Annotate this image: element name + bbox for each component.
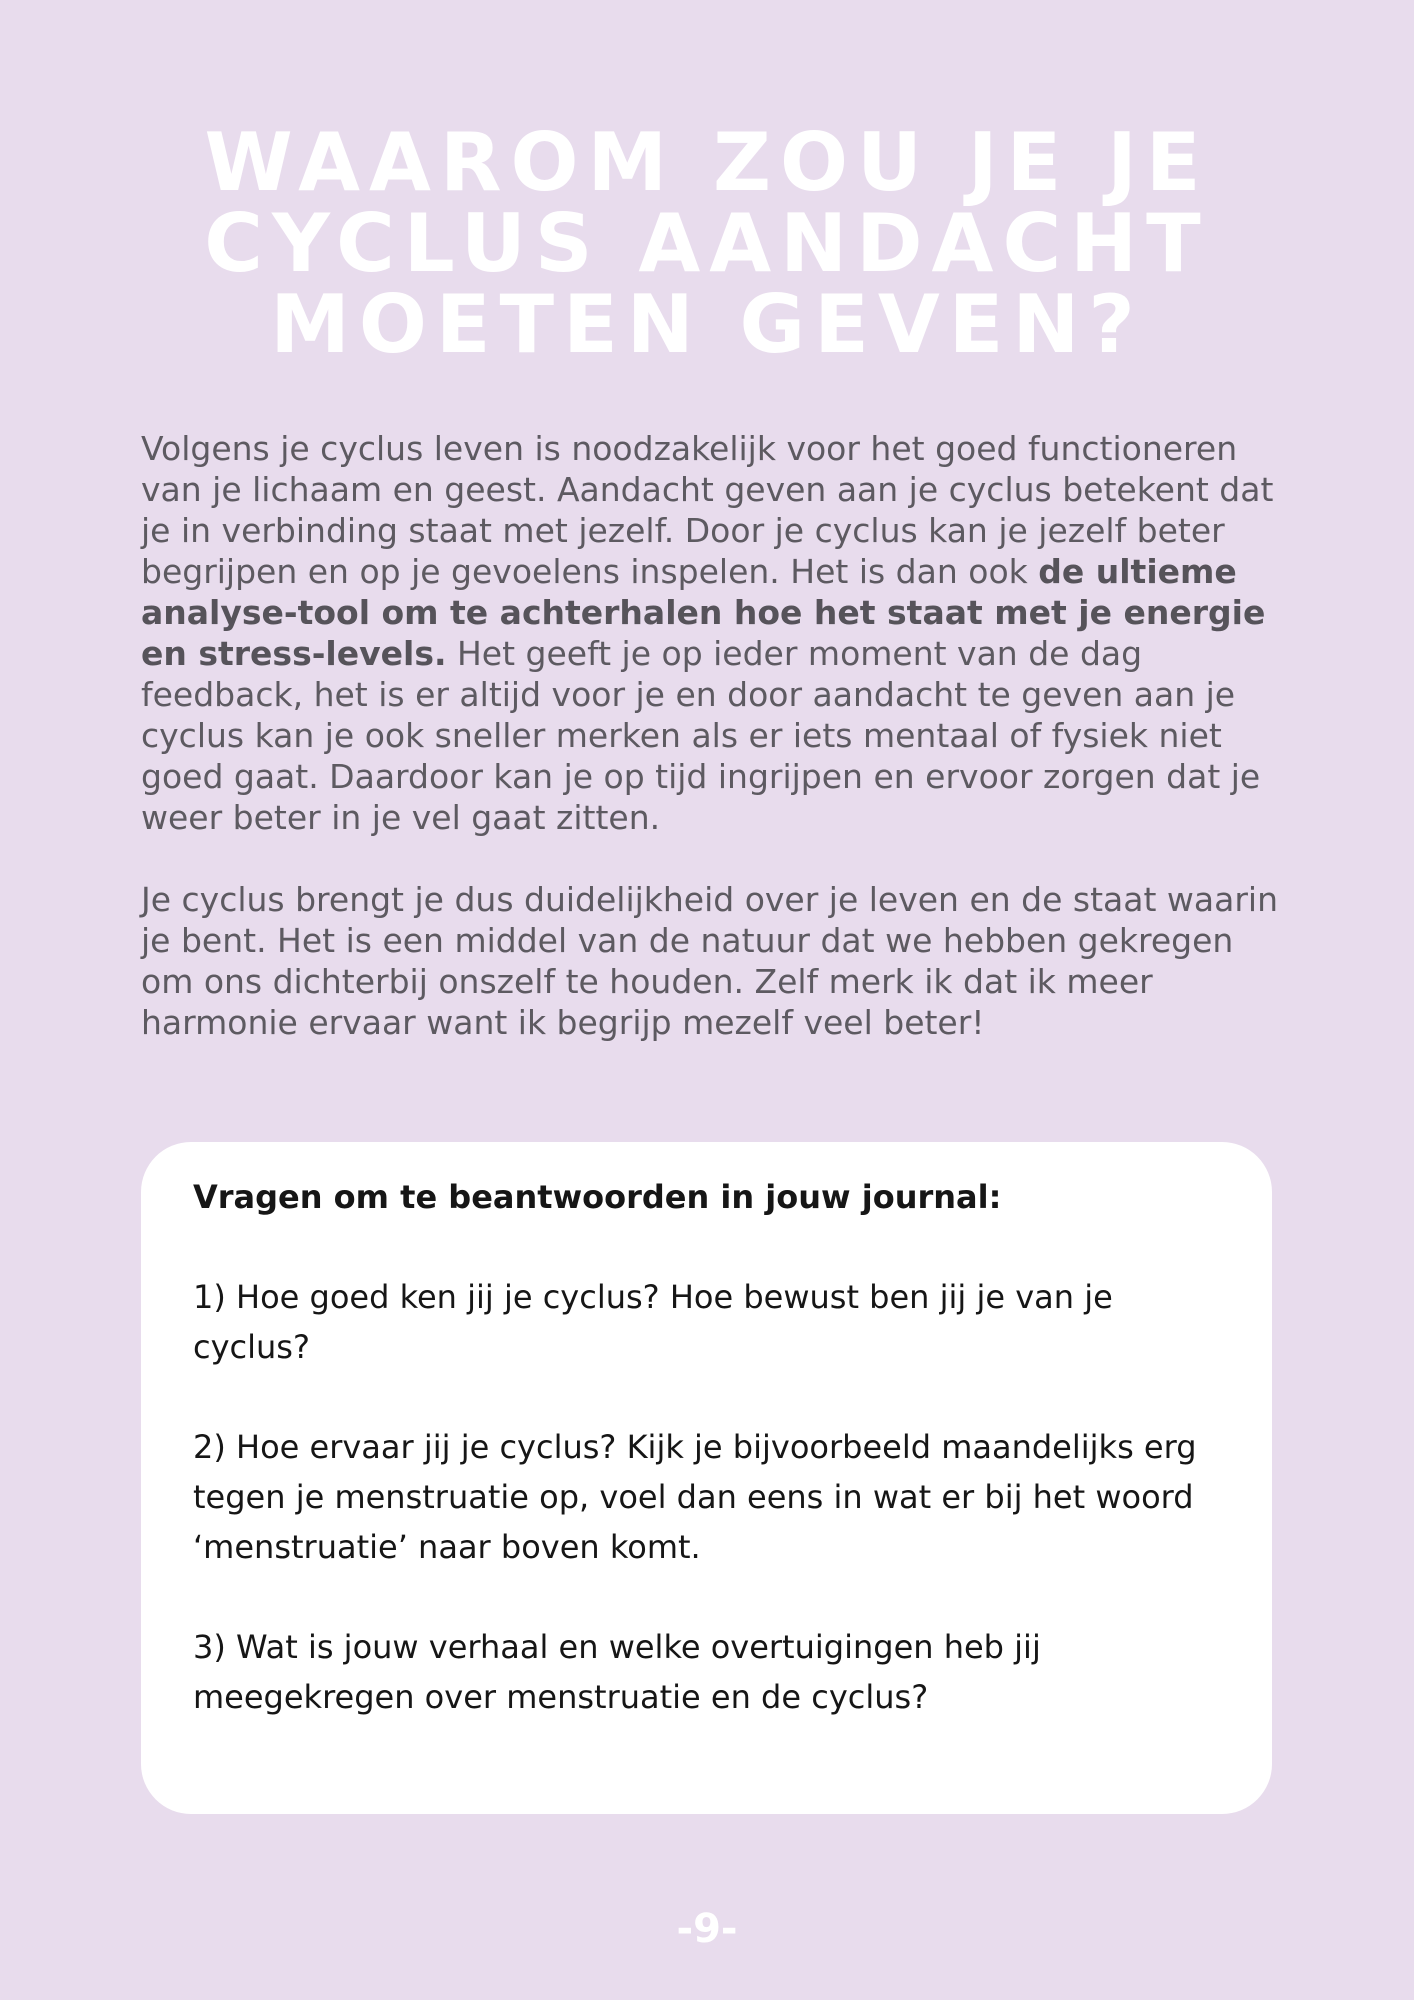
- journal-heading: Vragen om te beantwoorden in jouw journal:: [193, 1178, 1002, 1216]
- journal-questions-card: [141, 1142, 1272, 1814]
- page-title: [0, 116, 1414, 371]
- title-line: MOETEN GEVEN?: [270, 278, 1144, 371]
- title-line: CYCLUS AANDACHT: [204, 197, 1210, 290]
- journal-question-2: 2) Hoe ervaar jij je cyclus? Kijk je bijvoorbeeld maandelijks erg tegen je menstruatie op, voel dan eens in wat er bij het woord ‘menstruatie’ naar boven komt.: [193, 1428, 1197, 1566]
- intro-paragraph-1-start: Volgens je cyclus leven is noodzakelijk voor het goed functioneren van je lichaam en geest. Aandacht geven aan je cyclus betekent dat je in verbinding staat met jezelf. Door je cyclus kan je jezelf beter begrijpen en op je gevoelens inspelen. Het is dan ook: [141, 429, 1274, 591]
- journal-question-1: 1) Hoe goed ken jij je cyclus? Hoe bewust ben jij je van je cyclus?: [193, 1278, 1113, 1366]
- intro-paragraph-2: Je cyclus brengt je dus duidelijkheid over je leven en de staat waarin je bent. Het is een middel van de natuur dat we hebben gekregen om ons dichterbij onszelf te houden. Zelf merk ik dat ik meer harmonie ervaar want ik begrijp mezelf veel beter!: [141, 880, 1279, 1042]
- page-number: -9-: [676, 1906, 738, 1952]
- journal-question-3: 3) Wat is jouw verhaal en welke overtuigingen heb jij meegekregen over menstruatie en de cyclus?: [193, 1628, 1041, 1716]
- intro-paragraph-1: [141, 428, 1281, 838]
- title-line: WAAROM ZOU JE JE: [204, 116, 1210, 209]
- intro-text: [141, 428, 1281, 1084]
- intro-paragraph-1-emphasis: de ultieme analyse-tool om te achterhalen hoe het staat met je energie en stress-levels.: [141, 552, 1266, 673]
- intro-paragraph-1-end: Het geeft je op ieder moment van de dag feedback, het is er altijd voor je en door aandacht te geven aan je cyclus kan je ook sneller merken als er iets mentaal of fysiek niet goed gaat. Daardoor kan je op tijd ingrijpen en ervoor zorgen dat je weer beter in je vel gaat zitten.: [141, 634, 1261, 837]
